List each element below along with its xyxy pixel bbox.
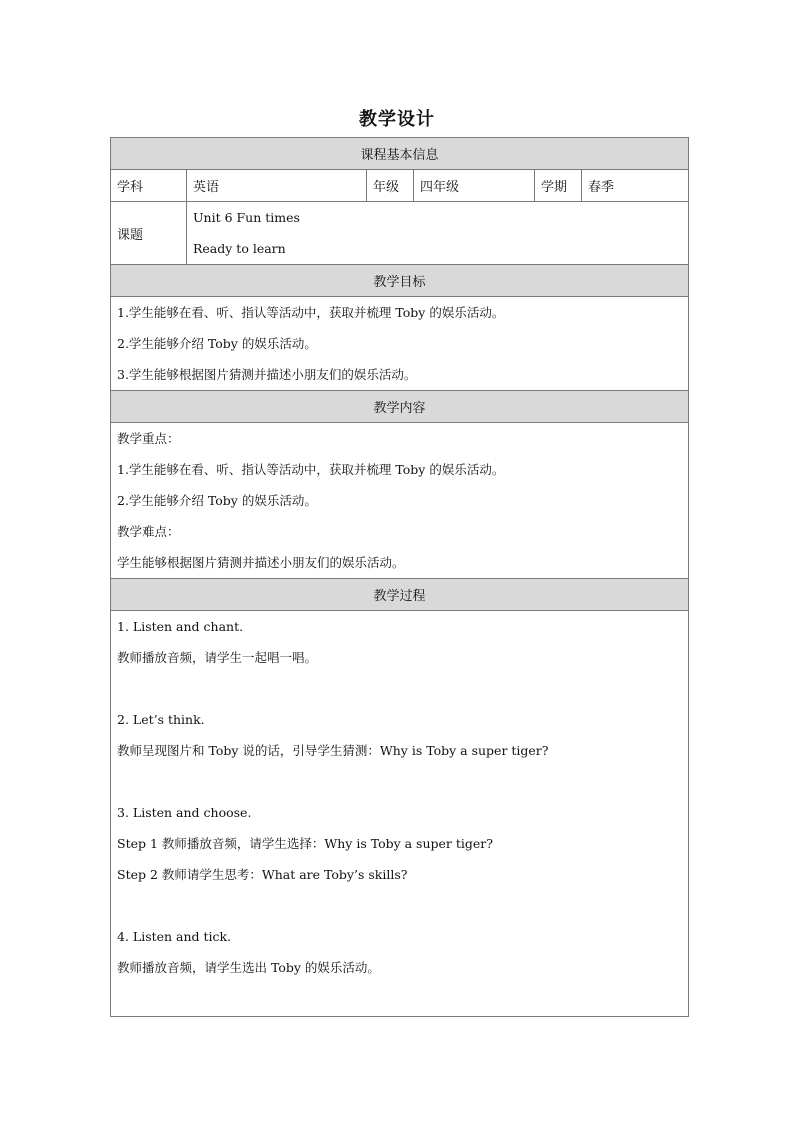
process-line: 教师播放音频，请学生选出 Toby 的娱乐活动。 [117,960,380,975]
content-header: 教学内容 [111,391,689,423]
objective-item: 3.学生能够根据图片猜测并描述小朋友们的娱乐活动。 [117,367,417,382]
difficult-points-label: 教学难点： [117,524,180,539]
objective-item: 2.学生能够介绍 Toby 的娱乐活动。 [117,336,317,351]
term-label: 学期 [535,170,582,202]
objectives-body [111,297,689,391]
process-line: 教师播放音频，请学生一起唱一唱。 [117,650,318,665]
subject-label: 学科 [111,170,187,202]
subject-value: 英语 [187,170,367,202]
subject-row [111,170,689,202]
topic-row [111,202,689,265]
process-spacer [117,766,682,797]
process-row [111,611,689,1017]
process-line: 3. Listen and choose. [117,805,252,820]
term-value: 春季 [582,170,689,202]
basic-info-header: 课程基本信息 [111,138,689,170]
process-header-row [111,579,689,611]
basic-info-header-row [111,138,689,170]
topic-label: 课题 [111,202,187,265]
key-point-item: 1.学生能够在看、听、指认等活动中，获取并梳理 Toby 的娱乐活动。 [117,462,505,477]
process-line: 2. Let’s think. [117,712,205,727]
lesson-plan-table [110,137,689,1017]
topic-value [187,202,689,265]
key-point-item: 2.学生能够介绍 Toby 的娱乐活动。 [117,493,317,508]
process-spacer [117,673,682,704]
content-row [111,423,689,579]
objectives-header: 教学目标 [111,265,689,297]
objective-item: 1.学生能够在看、听、指认等活动中，获取并梳理 Toby 的娱乐活动。 [117,305,505,320]
objectives-row [111,297,689,391]
difficult-point-item: 学生能够根据图片猜测并描述小朋友们的娱乐活动。 [117,555,405,570]
process-body [111,611,689,1017]
process-line: 4. Listen and tick. [117,929,232,944]
process-line: 1. Listen and chant. [117,619,244,634]
process-line: Step 2 教师请学生思考：What are Toby’s skills? [117,867,408,882]
page-title: 教学设计 [359,109,435,130]
process-line: Step 1 教师播放音频，请学生选择：Why is Toby a super tiger? [117,836,493,851]
key-points-label: 教学重点： [117,431,180,446]
process-spacer [117,890,682,921]
grade-label: 年级 [367,170,414,202]
content-body [111,423,689,579]
topic-line-unit: Unit 6 Fun times [193,210,300,225]
process-header: 教学过程 [111,579,689,611]
content-header-row [111,391,689,423]
process-line: 教师呈现图片和 Toby 说的话，引导学生猜测：Why is Toby a super tiger? [117,743,549,758]
topic-line-lesson: Ready to learn [193,241,286,256]
grade-value: 四年级 [414,170,535,202]
objectives-header-row [111,265,689,297]
